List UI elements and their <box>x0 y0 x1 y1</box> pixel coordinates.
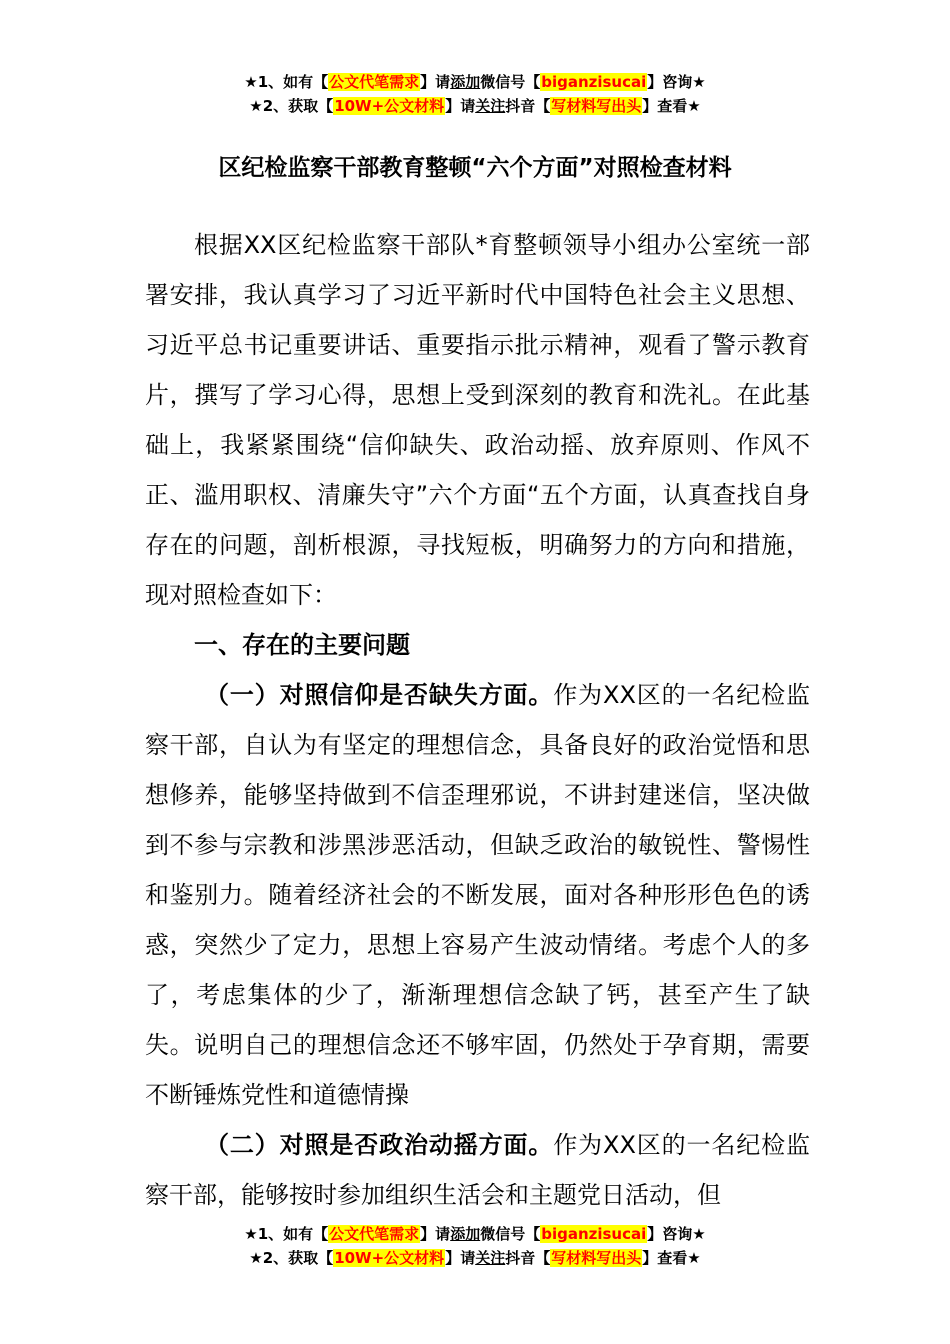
footer-highlight-douyin-id: 写材料写出头 <box>551 1249 642 1267</box>
highlight-wechat-id: biganzisucai <box>541 73 647 91</box>
footer-banner <box>0 1222 950 1270</box>
header-banner <box>0 70 950 118</box>
item-1-paragraph <box>145 670 810 1120</box>
footer-highlight-materials: 10W+公文材料 <box>334 1249 445 1267</box>
footer-line-2: ★2、获取【10W+公文材料】请关注抖音【写材料写出头】查看★ <box>249 1249 701 1267</box>
highlight-douyin-id: 写材料写出头 <box>551 97 642 115</box>
item-2-text: 作为XX区的一名纪检监察干部，能够按时参加组织生活会和主题党日活动，但 <box>145 1131 811 1209</box>
document-title: 区纪检监察干部教育整顿“六个方面”对照检查材料 <box>218 155 732 181</box>
banner-line-2: ★2、获取【10W+公文材料】请关注抖音【写材料写出头】查看★ <box>249 97 701 115</box>
intro-paragraph: 根据XX区纪检监察干部队*育整顿领导小组办公室统一部署安排，我认真学习了习近平新时代中国特色社会主义思想、习近平总书记重要讲话、重要指示批示精神，观看了警示教育片，撰写了学习心得，思想上受到深刻的教育和洗礼。在此基础上，我紧紧围绕“信仰缺失、政治动摇、放弃原则、作风不正、滥用职权、清廉失守”六个方面“五个方面，认真查找自身存在的问题，剖析根源，寻找短板，明确努力的方向和措施，现对照检查如下： <box>145 231 810 609</box>
document-body <box>145 220 810 1220</box>
footer-line-1: ★1、如有【公文代笔需求】请添加微信号【biganzisucai】咨询★ <box>244 1225 706 1243</box>
highlight-materials: 10W+公文材料 <box>334 97 445 115</box>
highlight-service: 公文代笔需求 <box>329 73 420 91</box>
footer-highlight-service: 公文代笔需求 <box>329 1225 420 1243</box>
item-2-title: （二）对照是否政治动摇方面。 <box>205 1131 554 1159</box>
item-1-title: （一）对照信仰是否缺失方面。 <box>205 681 554 709</box>
section-heading: 一、存在的主要问题 <box>194 631 410 659</box>
banner-line-1: ★1、如有【公文代笔需求】请添加微信号【biganzisucai】咨询★ <box>244 73 706 91</box>
item-1-text: 作为XX区的一名纪检监察干部，自认为有坚定的理想信念，具备良好的政治觉悟和思想修养，能够坚持做到不信歪理邪说，不讲封建迷信，坚决做到不参与宗教和涉黑涉恶活动，但缺乏政治的敏锐性、警惕性和鉴别力。随着经济社会的不断发展，面对各种形形色色的诱惑，突然少了定力，思想上容易产生波动情绪。考虑个人的多了，考虑集体的少了，渐渐理想信念缺了钙，甚至产生了缺失。说明自己的理想信念还不够牢固，仍然处于孕育期，需要不断锤炼党性和道德情操 <box>145 681 811 1109</box>
footer-highlight-wechat-id: biganzisucai <box>541 1225 647 1243</box>
item-2-paragraph <box>145 1120 810 1220</box>
